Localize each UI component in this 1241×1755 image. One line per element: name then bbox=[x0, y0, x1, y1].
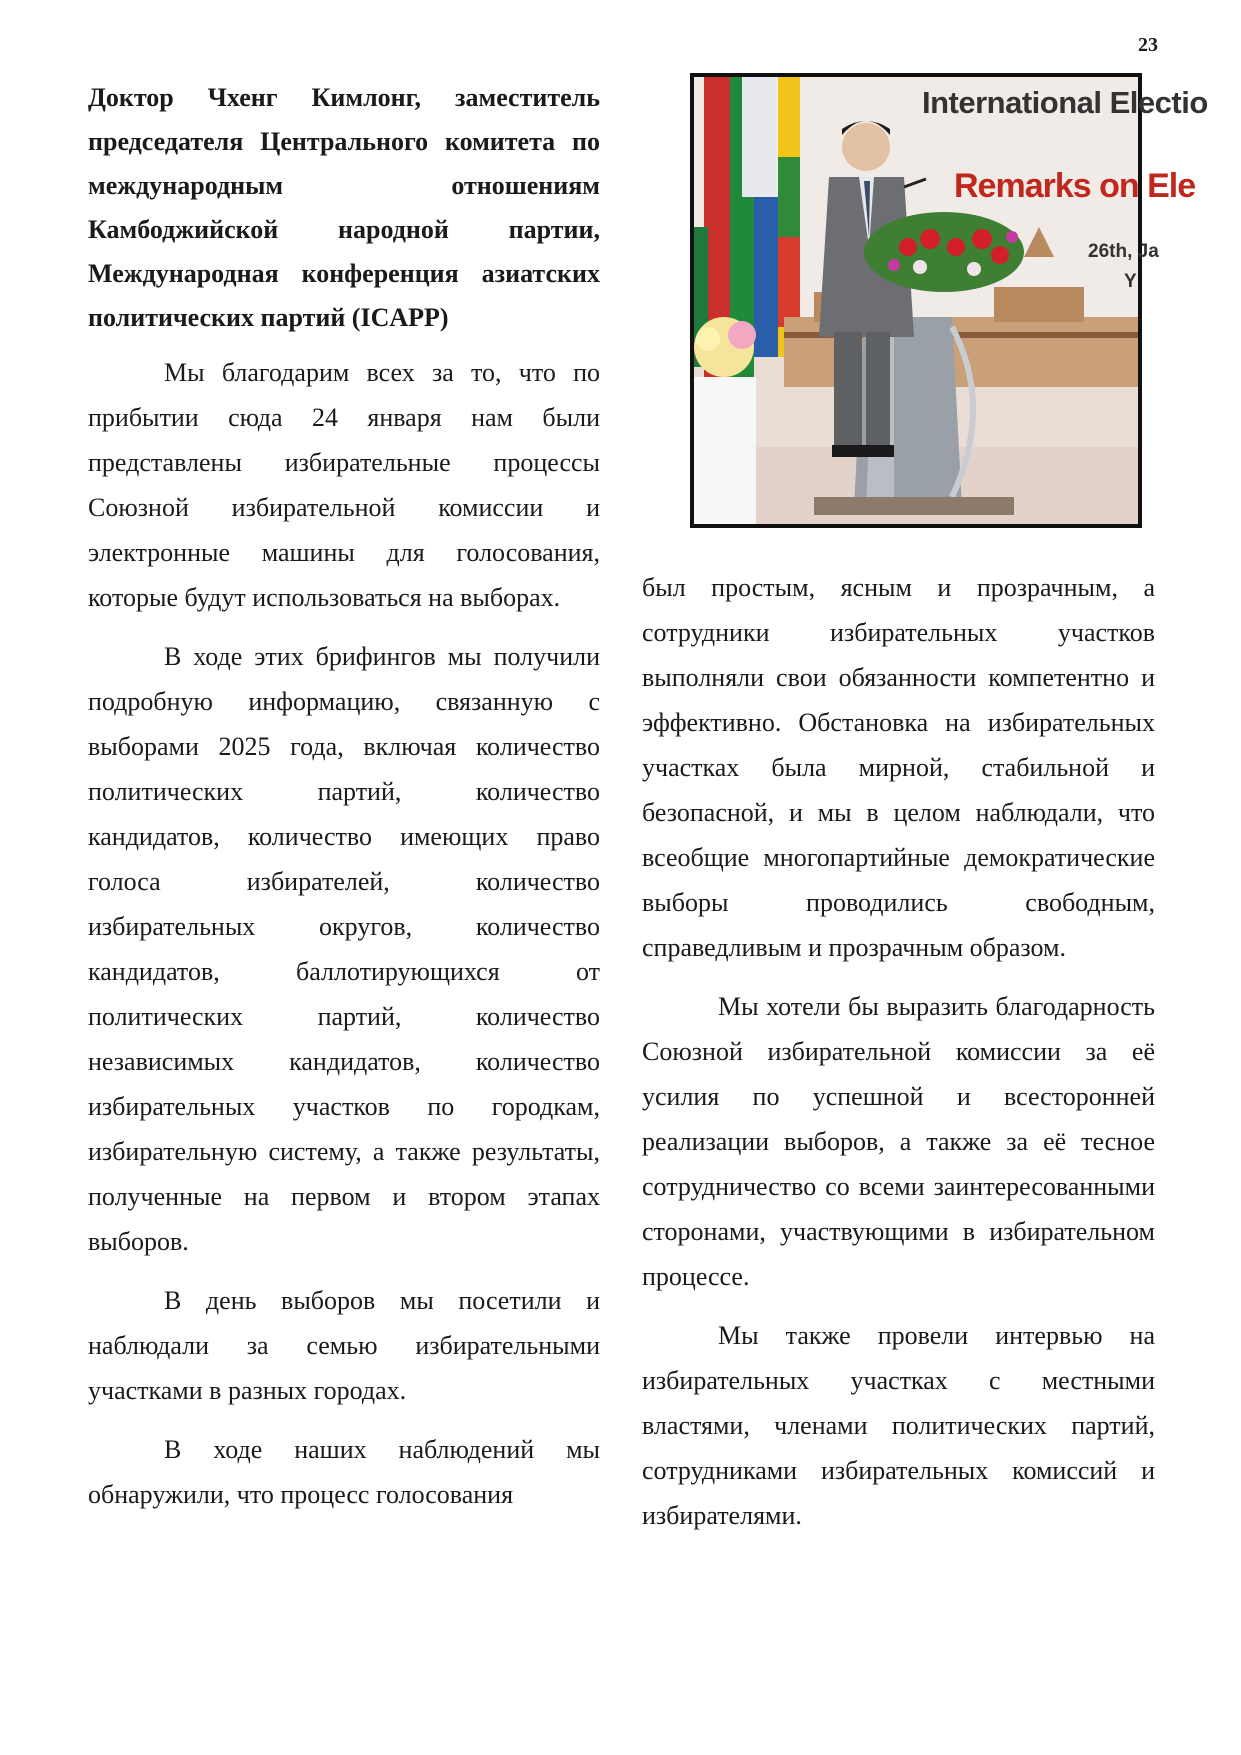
body-paragraph: был простым, ясным и прозрачным, а сотрудники избирательных участков выполняли свои обязанности компетентно и эффективно. Обстановка на избирательных участках была мирной, стабильной и безопасной, и мы в целом наблюдали, что всеобщие многопартийные демократические выборы проводились свободным, справедливым и прозрачным образом. bbox=[642, 573, 1155, 962]
banner-subtitle: Remarks on Ele bbox=[954, 167, 1196, 205]
left-column bbox=[88, 76, 600, 1531]
speaker-heading: Доктор Чхенг Кимлонг, заместитель председателя Центрального комитета по международным отношениям Камбоджийской народной партии, Международная конференция азиатских политических партий (ICAPP) bbox=[88, 83, 600, 332]
speaker-photo bbox=[690, 73, 1208, 528]
banner-location: Y bbox=[1124, 271, 1137, 292]
page-number: 23 bbox=[1138, 34, 1158, 56]
body-paragraph: В ходе этих брифингов мы получили подробную информацию, связанную с выборами 2025 года, включая количество политических партий, количество кандидатов, количество имеющих право голоса избирателей, количество избирательных округов, количество кандидатов, баллотирующихся от политических партий, количество независимых кандидатов, количество избирательных участков по городкам, избирательную систему, а также результаты, полученные на первом и втором этапах выборов. bbox=[88, 642, 600, 1256]
body-paragraph: Мы хотели бы выразить благодарность Союзной избирательной комиссии за её усилия по успешной и всесторонней реализации выборов, а также за её тесное сотрудничество со всеми заинтересованными сторонами, участвующими в избирательном процессе. bbox=[642, 992, 1155, 1291]
body-paragraph: Мы также провели интервью на избирательных участках с местными властями, членами политических партий, сотрудниками избирательных комиссий и избирателями. bbox=[642, 1321, 1155, 1530]
body-paragraph: В ходе наших наблюдений мы обнаружили, что процесс голосования bbox=[88, 1435, 600, 1509]
photo-illustration bbox=[694, 77, 1138, 524]
body-paragraph: В день выборов мы посетили и наблюдали за семью избирательными участками в разных городах. bbox=[88, 1286, 600, 1405]
body-paragraph: Мы благодарим всех за то, что по прибытии сюда 24 января нам были представлены избирательные процессы Союзной избирательной комиссии и электронные машины для голосования, которые будут использоваться на выборах. bbox=[88, 358, 600, 612]
right-column bbox=[642, 565, 1155, 1552]
banner-date: 26th, Ja bbox=[1088, 241, 1159, 262]
banner-title: International Electio bbox=[922, 85, 1208, 120]
